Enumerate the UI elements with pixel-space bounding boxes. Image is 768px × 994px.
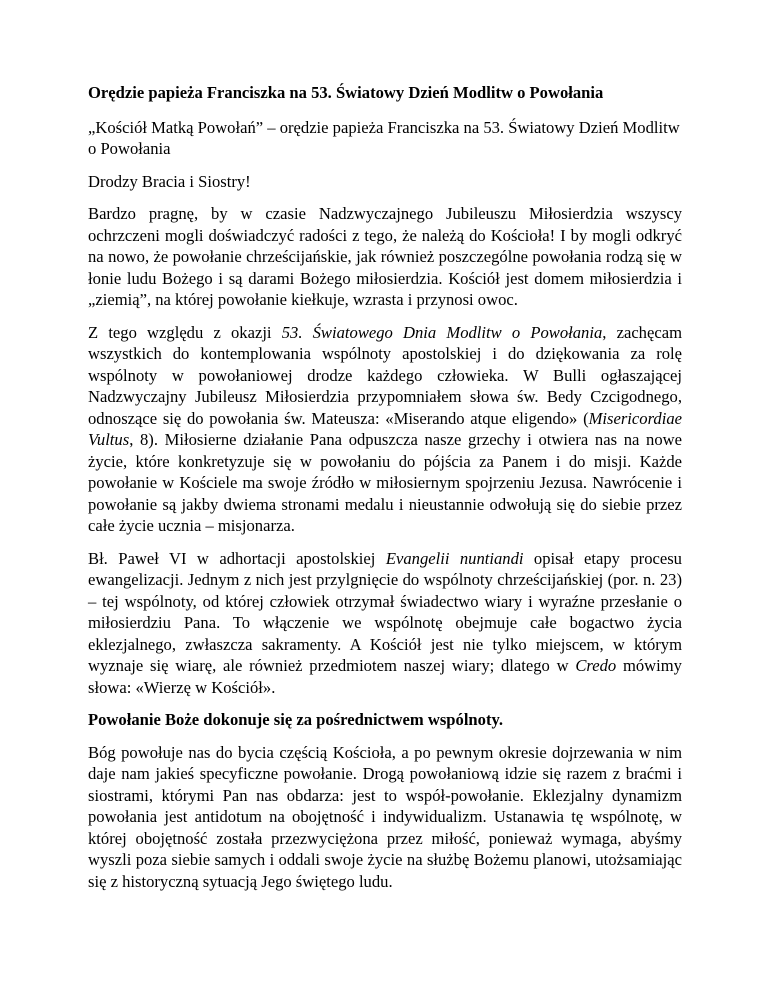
paragraph-3-text-c: mówimy słowa: «Wierzę w Kościół». <box>88 656 682 697</box>
paragraph-2-text-c: , 8). Miłosierne działanie Pana odpuszcza nasze grzechy i otwiera nas na nowe życie, które konkretyzuje się w powołaniu do pójścia za Panem i do misji. Każde powołanie w Kościele ma swoje źródło w miłosiernym spojrzeniu Jezusa. Nawrócenie i powołanie są jakby dwiema stronami medalu i nieustannie odwołują się do siebie przez całe życie ucznia – misjonarza. <box>88 430 682 535</box>
paragraph-3-text-a: Bł. Paweł VI w adhortacji apostolskiej <box>88 548 386 568</box>
document-title: Orędzie papieża Franciszka na 53. Światowy Dzień Modlitw o Powołania <box>88 83 604 102</box>
paragraph-3-text-b: opisał etapy procesu ewangelizacji. Jednym z nich jest przylgnięcie do wspólnoty chrześcijańskiej (por. n. 23) – tej wspólnoty, od której człowiek otrzymał świadectwo wiary i wyraźne przesłanie o miłosierdziu Pana. To włączenie we wspólnotę obejmuje całe bogactwo życia eklezjalnego, zwłaszcza sakramenty. A Kościół jest nie tylko miejscem, w którym wyznaje się wiarę, ale również przedmiotem naszej wiary; dlatego w <box>88 548 682 675</box>
paragraph-4: Bóg powołuje nas do bycia częścią Kościoła, a po pewnym okresie dojrzewania w nim daje nam jakieś specyficzne powołanie. Drogą powołaniową idzie się razem z braćmi i siostrami, którymi Pan nas obdarza: jest to współ-powołanie. Eklezjalny dynamizm powołania jest antidotum na obojętność i indywidualizm. Ustanawia tę wspólnotę, w której obojętność została przezwyciężona przez miłość, ponieważ wymaga, abyśmy wyszli poza siebie samych i oddali swoje życie na służbę Bożemu planowi, utożsamiając się z historyczną sytuacją Jego świętego ludu. <box>88 742 682 891</box>
paragraph-2-italic-a: 53. Światowego Dnia Modlitw o Powołania <box>281 322 603 342</box>
paragraph-2-text-a: Z tego względu z okazji <box>88 322 282 342</box>
document-page <box>88 82 682 903</box>
paragraph-3 <box>88 548 682 699</box>
paragraph-2 <box>88 322 682 537</box>
document-subtitle: „Kościół Matką Powołań” – orędzie papieża Franciszka na 53. Światowy Dzień Modlitw o Powołania <box>88 117 680 158</box>
greeting: Drodzy Bracia i Siostry! <box>88 171 251 191</box>
paragraph-3-italic-b: Credo <box>575 656 617 675</box>
paragraph-2-italic-b: Misericordiae Vultus <box>88 408 682 449</box>
paragraph-2-text-b: , zachęcam wszystkich do kontemplowania wspólnoty apostolskiej i do dziękowania za rolę wspólnoty w powołaniowej drodze każdego człowieka. W Bulli ogłaszającej Nadzwyczajny Jubileusz Miłosierdzia przypomniałem słowa św. Bedy Czcigodnego, odnoszące się do powołania św. Mateusza: «Miserando atque eligendo» ( <box>88 322 682 428</box>
paragraph-1: Bardzo pragnę, by w czasie Nadzwyczajnego Jubileuszu Miłosierdzia wszyscy ochrzczeni mogli doświadczyć radości z tego, że należą do Kościoła! I by mogli odkryć na nowo, że powołanie chrześcijańskie, jak również poszczególne powołania rodzą się w łonie ludu Bożego i są darami Bożego miłosierdzia. Kościół jest domem miłosierdzia i „ziemią”, na której powołanie kiełkuje, wzrasta i przynosi owoc. <box>88 204 682 309</box>
paragraph-3-italic-a: Evangelii nuntiandi <box>385 548 524 568</box>
section-heading: Powołanie Boże dokonuje się za pośrednictwem wspólnoty. <box>88 710 504 729</box>
